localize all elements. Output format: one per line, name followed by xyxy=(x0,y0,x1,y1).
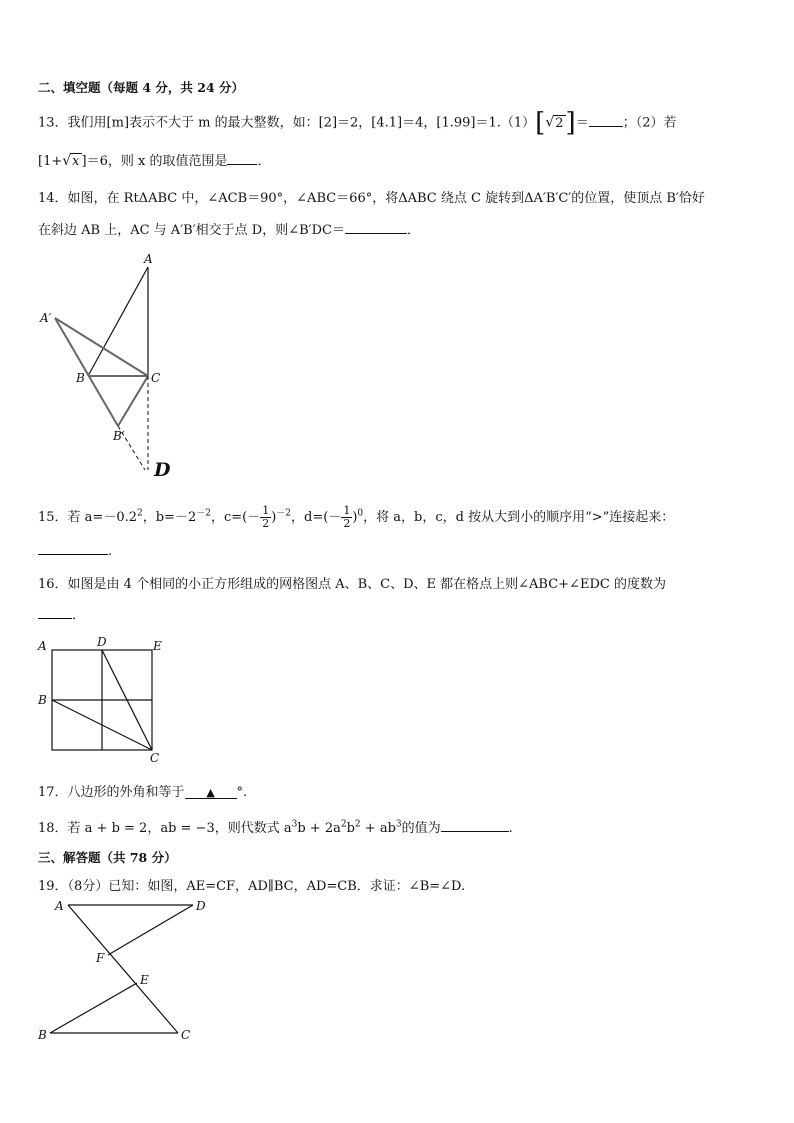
q16-label-a: A xyxy=(38,639,47,653)
section-3-header: 三、解答题（共 78 分） xyxy=(38,850,177,865)
q15-fraction-c: $\frac{1}{2}$ xyxy=(262,504,270,530)
question-13-line-2: [1+√x ]＝6，则 x 的取值范围是 ． xyxy=(38,153,271,169)
q19-label-f: F xyxy=(96,951,105,965)
q16-label-e: E xyxy=(153,639,162,653)
q13-left-bracket: [ xyxy=(535,108,546,138)
question-18: 18．若 a + b = 2，ab = −3，则代数式 $a^3b + 2a^2b^2 + ab^3$的值为 . xyxy=(38,819,513,836)
question-14-line-2: 在斜边 AB 上，AC 与 A′B′相交于点 D，则∠B′DC＝ ． xyxy=(38,223,420,238)
q13-text: 13．我们用[m]表示不大于 m 的最大整数，如：[2]＝2，[4.1]＝4，[1.99]＝1.（1） xyxy=(38,115,536,131)
q14-label-a-prime: A′ xyxy=(40,311,52,325)
triangle-marker-icon: ▲ xyxy=(206,786,215,799)
question-15-line-2: . xyxy=(38,542,112,559)
q16-label-d: D xyxy=(97,635,107,649)
q16-label-b: B xyxy=(38,693,47,707)
q14-label-b: B xyxy=(76,371,85,385)
q16-label-c: C xyxy=(150,751,160,765)
question-16-line-1: 16．如图是由 4 个相同的小正方形组成的网格图点 A、B、C、D、E 都在格点上则∠ABC+∠EDC 的度数为 xyxy=(38,577,666,592)
question-16-line-2: ． xyxy=(38,604,85,623)
q19-label-e: E xyxy=(140,973,149,987)
q15-fraction-d: $\frac{1}{2}$ xyxy=(343,504,351,530)
question-15-line-1: 15．若 $a=-0.2^2$，$b=-2^{-2}$，c=(－ $\frac{1}{2}$ )$^{-2}$，d=(－ $\frac{1}{2}$ )$^0$，将 a，b，c，d 按从大到小的顺序用“>”连接起来： xyxy=(38,504,675,530)
question-19: 19．（8分）已知：如图，AE=CF，AD∥BC，AD=CB．求证：∠B=∠D. xyxy=(38,879,466,894)
q13-sqrt: 2 xyxy=(555,115,564,131)
q19-segment-be xyxy=(50,983,137,1033)
question-17: 17．八边形的外角和等于 ▲ °. xyxy=(38,785,248,800)
q19-label-d: D xyxy=(196,899,206,913)
question-13-line-1: 13．我们用[m]表示不大于 m 的最大整数，如：[2]＝2，[4.1]＝4，[1.99]＝1.（1）[√2]＝ ；（2）若 xyxy=(38,108,677,138)
question-14-line-1: 14．如图，在 RtΔABC 中，∠ACB＝90°，∠ABC＝66°，将ΔABC 绕点 C 旋转到ΔA′B′C′的位置，使顶点 B′恰好 xyxy=(38,191,705,206)
q19-label-c: C xyxy=(181,1028,191,1042)
q14-label-c: C xyxy=(151,371,161,385)
q19-segment-df xyxy=(108,905,193,955)
q13-right-bracket: ] xyxy=(565,108,576,138)
q19-label-a: A xyxy=(55,899,64,913)
q14-label-a: A xyxy=(144,252,153,266)
q19-label-b: B xyxy=(38,1028,47,1042)
q14-label-b-prime: B′ xyxy=(113,429,125,443)
q13-sqrt-x: x xyxy=(72,154,80,169)
q14-label-d: D xyxy=(154,459,171,481)
section-2-header: 二、填空题（每题 4 分，共 24 分） xyxy=(38,80,245,95)
